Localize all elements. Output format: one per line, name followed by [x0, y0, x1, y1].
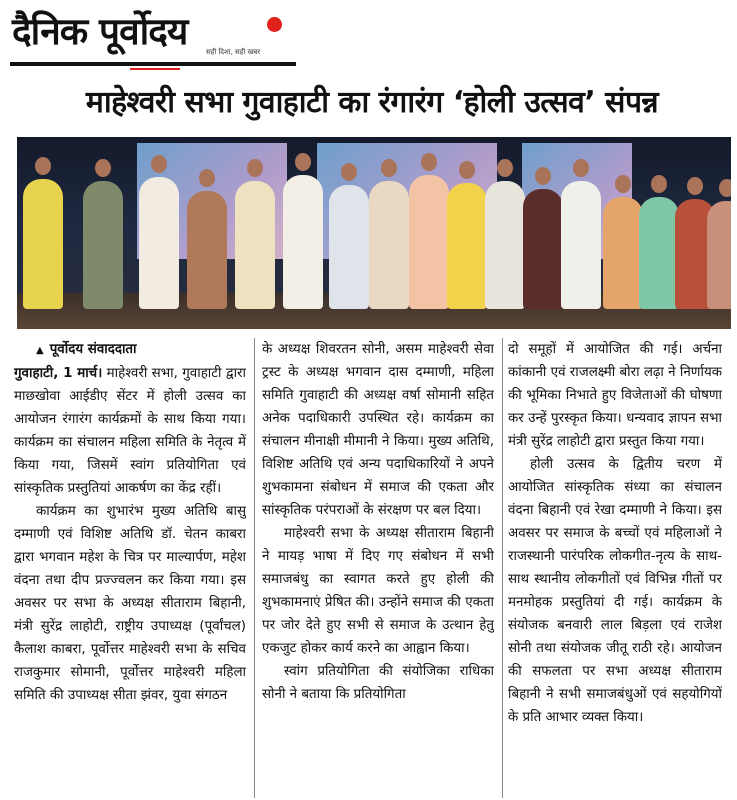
person: [369, 181, 409, 309]
person: [603, 197, 643, 309]
paragraph: स्वांग प्रतियोगिता की संयोजिका राधिका सोनी ने बताया कि प्रतियोगिता: [262, 664, 494, 702]
article-body: [14, 338, 724, 798]
person-head: [247, 159, 263, 177]
person-head: [341, 163, 357, 181]
masthead-accent-rule: [130, 68, 180, 70]
paragraph: माहेश्वरी सभा के अध्यक्ष सीताराम बिहानी ने मायड़ भाषा में दिए गए संबोधन में सभी समाजबंधु का स्वागत करते हुए होली की शुभकामनाएं प्रेषित की। उन्होंने समाज की एकता पर जोर देते हुए सभी से समाज के उत्थान हेतु एकजुट होकर कार्य करने का आह्वान किया।: [262, 526, 494, 656]
person-head: [35, 157, 51, 175]
person-head: [651, 175, 667, 193]
paragraph: दो समूहों में आयोजित की गई। अर्चना कांकानी एवं राजलक्ष्मी बोरा लढ़ा ने निर्णायक की भूमिका निभाते हुए विजेताओं की घोषणा कर उन्हें पुरस्कृत किया। धन्यवाद ज्ञापन सभा मंत्री सुरेंद्र लाहोटी द्वारा प्रस्तुत किया गया।: [508, 342, 722, 449]
person-head: [151, 155, 167, 173]
article-column-3: [508, 338, 722, 798]
person-head: [497, 159, 513, 177]
person: [707, 201, 731, 309]
paragraph: माहेश्वरी सभा, गुवाहाटी द्वारा माछखोवा आईडीए सेंटर में होली उत्सव का आयोजन रंगारंग कार्यक्रमों के साथ किया गया। कार्यक्रम का संचालन महिला समिति के नेतृत्व में किया गया, जिसमें स्वांग प्रतियोगिता एवं सांस्कृतिक प्रस्तुतियां आकर्षण का केंद्र रहीं।: [14, 366, 246, 496]
person-head: [615, 175, 631, 193]
person: [523, 189, 563, 309]
person: [23, 179, 63, 309]
person: [235, 181, 275, 309]
logo-red-dot: [267, 17, 282, 32]
byline: ▲ पूर्वोदय संवाददाता: [14, 338, 246, 362]
masthead: [10, 4, 300, 68]
person-head: [381, 159, 397, 177]
person-head: [459, 161, 475, 179]
person-head: [295, 153, 311, 171]
paragraph: कार्यक्रम का शुभारंभ मुख्य अतिथि बासु दम्माणी एवं विशिष्ट अतिथि डॉ. चेतन काबरा द्वारा भगवान महेश के चित्र पर माल्यार्पण, महेश वंदना तथा दीप प्रज्ज्वलन कर किया गया। इस अवसर पर सभा के अध्यक्ष सीताराम बिहानी, मंत्री सुरेंद्र लाहोटी, राष्ट्रीय उपाध्यक्ष (पूर्वांचल) कैलाश काबरा, पूर्वोत्तर माहेश्वरी सभा के सचिव राजकुमार सोमानी, पूर्वोत्तर माहेश्वरी महिला समिति की उपाध्यक्ष सीता झंवर, युवा संगठन: [14, 504, 246, 703]
person-head: [535, 167, 551, 185]
person: [639, 197, 679, 309]
person: [187, 191, 227, 309]
person-head: [573, 159, 589, 177]
logo-tagline: सही दिशा, सही खबर: [206, 48, 261, 56]
paragraph: होली उत्सव के द्वितीय चरण में आयोजित सांस्कृतिक संध्या का संचालन वंदना बिहानी एवं रेखा दम्माणी ने किया। इस अवसर पर समाज के बच्चों एवं महिलाओं ने राजस्थानी पारंपरिक लोकगीत-नृत्य के साथ-साथ स्थानीय लोकगीतों एवं विभिन्न गीतों पर मनमोहक प्रस्तुतियां दी गई। कार्यक्रम के संयोजक बनवारी लाल बिड़ला एवं राजेश सोनी तथा संयोजक जीतू राठी रहे। आयोजन की सफलता पर सभा अध्यक्ष सीताराम बिहानी ने सभी समाजबंधुओं एवं सहयोगियों के प्रति आभार व्यक्त किया।: [508, 457, 722, 725]
article-column-2: [262, 338, 494, 798]
person: [561, 181, 601, 309]
person: [283, 175, 323, 309]
dateline: गुवाहाटी, 1 मार्च।: [14, 366, 103, 381]
column-divider: [502, 338, 503, 798]
person-head: [719, 179, 731, 197]
person-head: [421, 153, 437, 171]
article-headline: माहेश्वरी सभा गुवाहाटी का रंगारंग ‘होली उत्सव’ संपन्न: [85, 85, 659, 120]
person-head: [199, 169, 215, 187]
paragraph: के अध्यक्ष शिवरतन सोनी, असम माहेश्वरी सेवा ट्रस्ट के अध्यक्ष भगवान दास दम्माणी, महिला समिति गुवाहाटी की अध्यक्ष वर्षा सोमानी सहित अनेक पदाधिकारी उपस्थित रहे। कार्यक्रम का संचालन मीनाक्षी मीमानी ने किया। मुख्य अतिथि, विशिष्ट अतिथि एवं अन्य पदाधिकारियों ने अपने शुभकामना संबोधन में समाज की एकता और सांस्कृतिक परंपराओं के संरक्षण पर बल दिया।: [262, 342, 494, 518]
newspaper-logo: दैनिक पूर्वोदय: [12, 10, 188, 53]
masthead-rule: [10, 62, 296, 66]
person: [409, 175, 449, 309]
person: [447, 183, 487, 309]
column-divider: [254, 338, 255, 798]
person-head: [95, 159, 111, 177]
person: [139, 177, 179, 309]
person: [83, 181, 123, 309]
person-head: [687, 177, 703, 195]
person: [485, 181, 525, 309]
article-column-1: [14, 338, 246, 798]
person: [329, 185, 369, 309]
event-photo: [17, 137, 731, 329]
